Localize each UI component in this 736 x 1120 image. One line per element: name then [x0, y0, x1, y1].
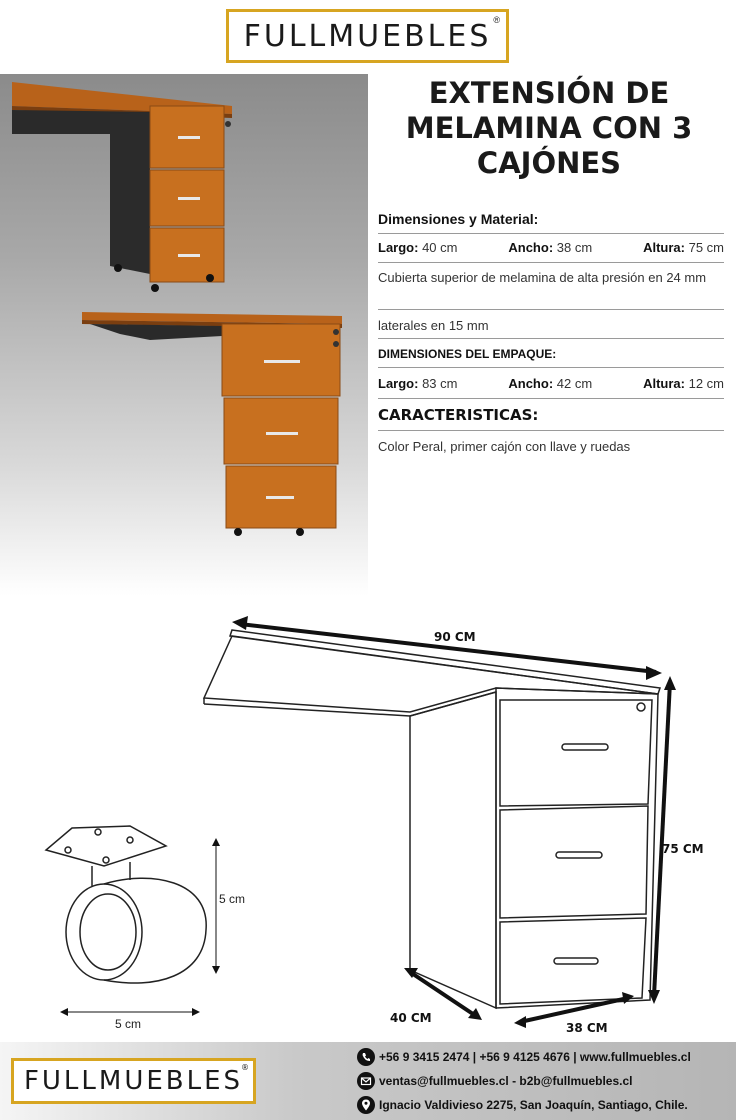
package-ancho-value: 42 cm: [556, 376, 593, 391]
altura-label: Altura:: [643, 240, 685, 255]
email-icon: [357, 1072, 375, 1090]
footer-logo-text: FULLMUEBLES: [23, 1066, 244, 1096]
package-row: [378, 376, 724, 399]
footer-address-row: [357, 1096, 688, 1114]
product-photo-panel: [0, 74, 368, 596]
package-largo-field: [378, 376, 457, 398]
drawer-3: [500, 918, 646, 1004]
package-altura-value: 12 cm: [688, 376, 724, 391]
altura-field: [643, 240, 724, 262]
height-dimension-label: 75 CM: [662, 842, 704, 856]
footer-phones[interactable]: +56 9 3415 2474 | +56 9 4125 4676 | www.fullmuebles.cl: [379, 1050, 691, 1064]
product-photos: [0, 74, 368, 596]
registered-mark: ®: [493, 15, 500, 25]
footer-emails[interactable]: ventas@fullmuebles.cl - b2b@fullmuebles.cl: [379, 1074, 633, 1088]
largo-label: Largo:: [378, 240, 419, 255]
footer-email-row: [357, 1072, 632, 1090]
largo-value: 40 cm: [422, 240, 458, 255]
dimensions-header: Dimensiones y Material:: [378, 211, 724, 234]
footer-logo: [11, 1058, 256, 1104]
wheel-height-label: 5 cm: [219, 892, 246, 906]
laterales-text: laterales en 15 mm: [378, 318, 724, 339]
wheel-front: [66, 884, 142, 980]
drawer-1: [500, 700, 652, 806]
caster-plate: [46, 826, 166, 866]
ancho-field: [508, 240, 592, 262]
drawer-unit: [496, 688, 658, 1008]
footer-phones-row: [357, 1048, 691, 1066]
package-largo-label: Largo:: [378, 376, 419, 391]
drawer-width-dimension-label: 38 CM: [566, 1021, 608, 1035]
width-dimension-label: 90 CM: [434, 630, 476, 644]
brand-logo: [226, 9, 509, 63]
ancho-value: 38 cm: [556, 240, 593, 255]
altura-value: 75 cm: [688, 240, 724, 255]
depth-dimension-label: 40 CM: [390, 1011, 432, 1025]
side-panel: [410, 692, 496, 1008]
phone-icon: [357, 1048, 375, 1066]
footer-address: Ignacio Valdivieso 2275, San Joaquín, Santiago, Chile.: [379, 1098, 688, 1112]
product-photo-2: [82, 312, 342, 536]
ancho-label: Ancho:: [508, 240, 554, 255]
cubierta-text: Cubierta superior de melamina de alta presión en 24 mm: [378, 269, 724, 310]
brand-logo-text: FULLMUEBLES: [243, 18, 492, 54]
package-ancho-label: Ancho:: [508, 376, 554, 391]
package-altura-label: Altura:: [643, 376, 685, 391]
product-title: EXTENSIÓN DE MELAMINA CON 3 CAJÓNES: [405, 76, 693, 180]
package-largo-value: 83 cm: [422, 376, 458, 391]
product-photo-1: [12, 82, 232, 292]
wheel-width-label: 5 cm: [115, 1017, 142, 1031]
technical-diagram: [0, 600, 736, 1040]
drawer-2: [500, 806, 648, 918]
package-header: DIMENSIONES DEL EMPAQUE:: [378, 347, 724, 368]
package-ancho-field: [508, 376, 592, 398]
largo-field: [378, 240, 457, 262]
caracteristicas-header: CARACTERISTICAS:: [378, 406, 724, 431]
location-pin-icon: [357, 1096, 375, 1114]
package-altura-field: [643, 376, 724, 398]
footer-registered-mark: ®: [241, 1063, 249, 1072]
caracteristicas-text: Color Peral, primer cajón con llave y ruedas: [378, 439, 631, 454]
dimensions-row: [378, 240, 724, 263]
